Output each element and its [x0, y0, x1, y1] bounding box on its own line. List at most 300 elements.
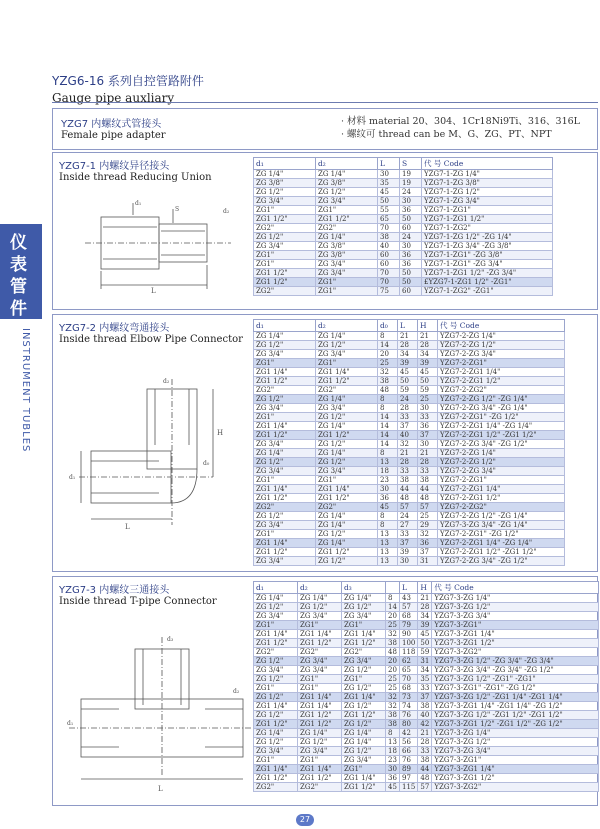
table-row	[254, 422, 565, 431]
col-header: d₀	[378, 320, 398, 332]
table-cell: 8	[378, 332, 398, 341]
table-cell: 37	[418, 693, 432, 702]
table-cell: 45	[418, 368, 438, 377]
table-cell: ZG1 1/2"	[298, 720, 342, 729]
table-cell: ZG2"	[254, 648, 298, 657]
material-notes	[341, 115, 580, 141]
table-cell: 23	[386, 756, 400, 765]
table-cell: YZG7-3-ZG 3/4"	[432, 747, 599, 756]
elbow-connector-table	[253, 319, 565, 566]
table-cell: 60	[378, 260, 400, 269]
table-cell: ZG 3/4"	[254, 521, 316, 530]
table-row	[254, 233, 553, 242]
table-cell: 39	[418, 621, 432, 630]
table-cell: YZG7-2-ZG 3/4" -ZG 1/4"	[438, 404, 565, 413]
table-cell: 40	[378, 242, 400, 251]
svg-text:S: S	[175, 206, 180, 213]
table-cell: ZG 1/4"	[254, 449, 316, 458]
table-cell: ZG2"	[254, 287, 316, 296]
table-cell: 25	[418, 512, 438, 521]
table-cell: ZG 3/4"	[254, 197, 316, 206]
table-cell: 39	[418, 359, 438, 368]
table-cell: 45	[398, 368, 418, 377]
table-cell: 56	[400, 738, 418, 747]
table-cell: YZG7-1-ZG1 1/2" -ZG 3/4"	[422, 269, 553, 278]
table-cell: 32	[386, 630, 400, 639]
table-cell: 21	[418, 449, 438, 458]
table-cell: 33	[418, 747, 432, 756]
table-cell: 14	[386, 603, 400, 612]
table-cell: 24	[398, 395, 418, 404]
table-row	[254, 657, 599, 666]
table-cell: 13	[378, 530, 398, 539]
table-cell: 40	[418, 711, 432, 720]
table-row	[254, 621, 599, 630]
table-cell: 30	[378, 485, 398, 494]
table-cell: ZG 1/4"	[254, 729, 298, 738]
note-material: · 材料 material 20、304、1Cr18Ni9Ti、316、316L	[341, 116, 580, 127]
table-cell: 38	[386, 720, 400, 729]
table-cell: YZG7-2-ZG1"	[438, 476, 565, 485]
svg-text:d₁: d₁	[67, 720, 74, 727]
table-row	[254, 197, 553, 206]
table-cell: 37	[398, 422, 418, 431]
page-number: 27	[296, 814, 314, 826]
col-header: L	[398, 320, 418, 332]
table-cell: 38	[418, 702, 432, 711]
table-row	[254, 251, 553, 260]
table-cell: 21	[418, 332, 438, 341]
table-row	[254, 395, 565, 404]
table-cell: YZG7-1-ZG 1/4"	[422, 170, 553, 179]
table-cell: YZG7-2-ZG 3/4"	[438, 350, 565, 359]
table-cell: ZG1"	[254, 476, 316, 485]
table-cell: ZG1 1/2"	[254, 269, 316, 278]
table-row	[254, 332, 565, 341]
table-cell: YZG7-2-ZG2"	[438, 503, 565, 512]
table-row	[254, 359, 565, 368]
table-cell: 118	[400, 648, 418, 657]
table-cell: YZG7-1-ZG1" -ZG 3/8"	[422, 251, 553, 260]
table-cell: 33	[398, 530, 418, 539]
table-cell: 14	[378, 422, 398, 431]
table-cell: ZG2"	[316, 386, 378, 395]
table-row	[254, 557, 565, 566]
table-cell: 32	[386, 702, 400, 711]
table-cell: 13	[378, 458, 398, 467]
table-cell: 20	[378, 350, 398, 359]
page-title-en: Gauge pipe auxliary	[52, 91, 175, 105]
table-cell: ZG 1/2"	[254, 603, 298, 612]
table-cell: 50	[400, 269, 422, 278]
table-cell: YZG7-2-ZG1"	[438, 359, 565, 368]
svg-text:d₂: d₂	[163, 378, 170, 385]
table-cell: ZG1"	[316, 287, 378, 296]
table-cell: 40	[398, 431, 418, 440]
col-header: 代 号 Code	[422, 158, 553, 170]
table-cell: YZG7-3-ZG1"	[432, 756, 599, 765]
table-cell: ZG1"	[254, 530, 316, 539]
table-cell: 32	[378, 368, 398, 377]
table-cell: 44	[418, 765, 432, 774]
table-cell: 19	[400, 179, 422, 188]
table-cell: ZG1 1/2"	[316, 377, 378, 386]
table-cell: 60	[400, 224, 422, 233]
table-cell: 32	[398, 440, 418, 449]
table-cell: YZG7-3-ZG 3/4" -ZG 1/4"	[438, 521, 565, 530]
table-cell: ZG 3/4"	[316, 467, 378, 476]
table-cell: ZG 3/4"	[316, 269, 378, 278]
table-cell: 43	[400, 594, 418, 603]
reducing-union-panel	[52, 152, 598, 310]
table-row	[254, 594, 599, 603]
table-cell: 35	[378, 179, 400, 188]
table-cell: 28	[418, 341, 438, 350]
table-cell: ZG 3/4"	[298, 666, 342, 675]
reducing-union-drawing	[63, 193, 253, 303]
table-cell: 30	[400, 242, 422, 251]
table-row	[254, 684, 599, 693]
table-cell: YZG7-2-ZG 1/2" -ZG 1/4"	[438, 395, 565, 404]
table-cell: 33	[418, 684, 432, 693]
table-cell: YZG7-1-ZG1"	[422, 206, 553, 215]
table-cell: ZG1 1/4"	[254, 630, 298, 639]
table-cell: 35	[418, 675, 432, 684]
table-cell: ZG1 1/4"	[254, 702, 298, 711]
table-cell: ZG 1/2"	[342, 720, 386, 729]
table-cell: 36	[386, 774, 400, 783]
table-cell: ZG1 1/4"	[316, 485, 378, 494]
table-cell: 24	[400, 188, 422, 197]
table-cell: 68	[400, 684, 418, 693]
table-cell: 59	[418, 386, 438, 395]
col-header: d₂	[298, 582, 342, 594]
table-row	[254, 458, 565, 467]
table-cell: ZG 1/2"	[298, 603, 342, 612]
table-cell: ZG 1/2"	[342, 666, 386, 675]
table-cell: 25	[378, 359, 398, 368]
table-cell: ZG1"	[254, 206, 316, 215]
table-cell: 8	[378, 395, 398, 404]
table-cell: 48	[418, 774, 432, 783]
section-title-cn: YZG7-3 内螺纹三通接头	[59, 585, 170, 596]
table-cell: ZG1 1/4"	[254, 539, 316, 548]
table-cell: 57	[398, 503, 418, 512]
svg-text:d₁: d₁	[69, 474, 76, 481]
table-cell: ZG 1/2"	[316, 188, 378, 197]
table-cell: YZG7-2-ZG1 1/2"	[438, 494, 565, 503]
table-row	[254, 260, 553, 269]
table-row	[254, 521, 565, 530]
table-cell: YZG7-2-ZG 1/2"	[438, 341, 565, 350]
table-cell: ZG1 1/2"	[316, 494, 378, 503]
table-cell: YZG7-1-ZG 3/8"	[422, 179, 553, 188]
table-cell: 33	[418, 413, 438, 422]
table-cell: ZG 1/2"	[254, 233, 316, 242]
table-cell: 70	[378, 278, 400, 287]
table-row	[254, 404, 565, 413]
table-cell: ZG1"	[254, 756, 298, 765]
table-cell: ZG 1/2"	[254, 657, 298, 666]
table-cell: 74	[400, 702, 418, 711]
table-cell: ZG 1/2"	[316, 557, 378, 566]
table-cell: 28	[418, 738, 432, 747]
table-cell: 42	[400, 729, 418, 738]
svg-text:L: L	[158, 785, 163, 793]
table-cell: YZG7-2-ZG1 1/2" -ZG1 1/2"	[438, 431, 565, 440]
table-cell: YZG7-3-ZG1 1/2"	[432, 774, 599, 783]
elbow-connector-rows	[254, 332, 565, 566]
table-cell: 100	[400, 639, 418, 648]
table-cell: ZG1 1/2"	[254, 548, 316, 557]
table-cell: ZG 1/2"	[316, 341, 378, 350]
table-cell: ZG 1/4"	[316, 512, 378, 521]
table-cell: 20	[386, 666, 400, 675]
table-cell: 20	[386, 612, 400, 621]
table-cell: 45	[386, 783, 400, 792]
table-cell: 36	[418, 422, 438, 431]
table-cell: ZG 1/2"	[342, 684, 386, 693]
table-cell: YZG7-3-ZG 1/4"	[432, 594, 599, 603]
table-cell: YZG7-3-ZG2"	[432, 783, 599, 792]
table-cell: 60	[378, 251, 400, 260]
table-cell: ZG1 1/4"	[254, 422, 316, 431]
table-cell: ZG 1/2"	[254, 188, 316, 197]
table-cell: 48	[418, 494, 438, 503]
table-cell: 34	[418, 612, 432, 621]
table-cell: YZG7-3-ZG2"	[432, 648, 599, 657]
table-cell: 48	[386, 648, 400, 657]
table-cell: ZG 3/4"	[254, 666, 298, 675]
table-cell: ZG 1/4"	[316, 449, 378, 458]
table-cell: ZG 3/4"	[298, 657, 342, 666]
table-cell: 76	[400, 711, 418, 720]
table-cell: 32	[386, 693, 400, 702]
table-cell: 38	[378, 377, 398, 386]
table-cell: ZG1"	[316, 476, 378, 485]
tee-connector-panel	[52, 576, 598, 806]
table-cell: 57	[418, 503, 438, 512]
side-char-2: 表	[10, 255, 27, 275]
table-cell: ZG 1/2"	[316, 440, 378, 449]
table-cell: 36	[400, 260, 422, 269]
table-cell: YZG7-2-ZG1 1/4"	[438, 485, 565, 494]
table-cell: YZG7-3-ZG 1/2" -ZG1 1/2" -ZG1 1/2"	[432, 711, 599, 720]
col-header: 代 号 Code	[432, 582, 599, 594]
table-cell: 14	[378, 413, 398, 422]
table-cell: ZG 1/2"	[342, 747, 386, 756]
table-cell: YZG7-3-ZG 1/4"	[432, 729, 599, 738]
table-cell: ZG1"	[298, 675, 342, 684]
table-cell: YZG7-1-ZG 3/4"	[422, 197, 553, 206]
reducing-union-rows	[254, 170, 553, 296]
table-cell: ZG 1/2"	[254, 395, 316, 404]
table-cell: ZG1 1/2"	[342, 639, 386, 648]
table-row	[254, 494, 565, 503]
table-cell: 8	[386, 594, 400, 603]
table-cell: 33	[418, 467, 438, 476]
table-cell: 23	[378, 476, 398, 485]
table-cell: ZG 1/4"	[298, 594, 342, 603]
col-header: H	[418, 320, 438, 332]
table-row	[254, 467, 565, 476]
table-cell: ZG 1/4"	[316, 395, 378, 404]
table-cell: YZG7-1-ZG1" -ZG 3/4"	[422, 260, 553, 269]
table-cell: YZG7-3-ZG1 1/2"	[432, 639, 599, 648]
table-cell: ZG 1/2"	[298, 738, 342, 747]
table-cell: 33	[398, 413, 418, 422]
table-cell: ZG 3/4"	[254, 242, 316, 251]
table-cell: 42	[418, 720, 432, 729]
table-row	[254, 765, 599, 774]
table-cell: ZG 1/2"	[316, 458, 378, 467]
table-cell: YZG7-1-ZG1 1/2"	[422, 215, 553, 224]
table-cell: ZG2"	[254, 503, 316, 512]
table-row	[254, 612, 599, 621]
table-row	[254, 224, 553, 233]
table-cell: 28	[398, 404, 418, 413]
table-cell: ZG 1/2"	[342, 603, 386, 612]
table-cell: YZG7-2-ZG 3/4" -ZG 1/2"	[438, 557, 565, 566]
table-row	[254, 512, 565, 521]
table-cell: YZG7-3-ZG 1/2" -ZG 3/4" -ZG 3/4"	[432, 657, 599, 666]
table-cell: 90	[400, 630, 418, 639]
table-cell: 21	[398, 332, 418, 341]
table-cell: ZG 1/2"	[254, 341, 316, 350]
table-cell: 34	[398, 350, 418, 359]
col-header: d₃	[342, 582, 386, 594]
table-cell: 55	[378, 206, 400, 215]
table-cell: 30	[398, 557, 418, 566]
table-cell: ZG 1/4"	[342, 594, 386, 603]
table-cell: ZG2"	[254, 783, 298, 792]
table-row	[254, 648, 599, 657]
section-title-cn: YZG7-1 内螺纹异径接头	[59, 161, 170, 172]
table-cell: ZG1 1/2"	[298, 711, 342, 720]
table-cell: ZG 3/8"	[254, 179, 316, 188]
table-row	[254, 386, 565, 395]
col-header: d₁	[254, 320, 316, 332]
table-cell: ZG2"	[254, 224, 316, 233]
table-cell: 30	[418, 440, 438, 449]
table-cell: ZG 1/2"	[254, 675, 298, 684]
table-cell: 80	[400, 720, 418, 729]
svg-text:d₁: d₁	[135, 200, 142, 207]
table-row	[254, 188, 553, 197]
table-cell: ZG1"	[298, 684, 342, 693]
table-cell: 50	[418, 639, 432, 648]
table-cell: ZG1 1/4"	[316, 368, 378, 377]
tee-connector-drawing	[63, 629, 253, 799]
table-cell: 50	[400, 278, 422, 287]
elbow-connector-panel	[52, 314, 598, 572]
table-cell: ZG 3/4"	[254, 467, 316, 476]
table-cell: 68	[400, 612, 418, 621]
col-header	[386, 582, 400, 594]
table-cell: 38	[398, 476, 418, 485]
table-cell: ZG1 1/2"	[254, 278, 316, 287]
table-cell: ZG 3/4"	[298, 612, 342, 621]
table-row	[254, 693, 599, 702]
table-row	[254, 413, 565, 422]
table-cell: 31	[418, 557, 438, 566]
table-cell: ZG 3/4"	[316, 404, 378, 413]
table-cell: 34	[418, 350, 438, 359]
table-cell: ZG 3/4"	[342, 612, 386, 621]
table-row	[254, 278, 553, 287]
table-row	[254, 675, 599, 684]
table-cell: 8	[378, 512, 398, 521]
table-cell: 115	[400, 783, 418, 792]
table-row	[254, 738, 599, 747]
table-row	[254, 440, 565, 449]
table-cell: 65	[378, 215, 400, 224]
table-cell: 57	[418, 783, 432, 792]
intro-title-en: Female pipe adapter	[61, 130, 166, 141]
table-cell: ZG 1/2"	[342, 702, 386, 711]
table-cell: ZG 1/4"	[342, 738, 386, 747]
table-cell: 31	[418, 657, 432, 666]
table-cell: ZG 1/4"	[342, 729, 386, 738]
table-cell: YZG7-2-ZG 1/2" -ZG 1/4"	[438, 512, 565, 521]
page-title-cn: YZG6-16 系列自控管路附件	[52, 74, 204, 88]
table-cell: YZG7-2-ZG 1/4"	[438, 332, 565, 341]
table-cell: 25	[386, 621, 400, 630]
table-cell: ZG1"	[254, 260, 316, 269]
svg-text:L: L	[151, 287, 156, 295]
table-cell: 24	[398, 512, 418, 521]
table-cell: YZG7-3-ZG 1/2" -ZG1 1/4" -ZG1 1/4"	[432, 693, 599, 702]
table-cell: 29	[418, 521, 438, 530]
table-cell: ZG1"	[254, 621, 298, 630]
table-cell: ZG1 1/4"	[254, 485, 316, 494]
table-cell: YZG7-1-ZG2" -ZG1"	[422, 287, 553, 296]
table-cell: YZG7-2-ZG1 1/2"	[438, 377, 565, 386]
table-cell: ZG 1/4"	[254, 170, 316, 179]
table-cell: 65	[400, 666, 418, 675]
table-cell: ZG 1/4"	[316, 233, 378, 242]
table-cell: 14	[378, 431, 398, 440]
table-cell: ZG 3/4"	[254, 440, 316, 449]
table-header-row	[254, 158, 553, 170]
table-cell: YZG7-3-ZG1 1/4"	[432, 630, 599, 639]
table-cell: 13	[378, 557, 398, 566]
tee-connector-table	[253, 581, 599, 792]
table-cell: ZG 3/4"	[254, 612, 298, 621]
table-cell: ZG1"	[316, 278, 378, 287]
col-header: L	[378, 158, 400, 170]
table-cell: 32	[418, 530, 438, 539]
table-cell: YZG7-3-ZG1"	[432, 621, 599, 630]
table-cell: YZG7-1-ZG 1/2"	[422, 188, 553, 197]
table-cell: 37	[398, 539, 418, 548]
table-cell: YZG7-3-ZG1 1/4"	[432, 765, 599, 774]
table-cell: ZG 3/4"	[316, 350, 378, 359]
note-thread: · 螺纹可 thread can be M、G、ZG、PT、NPT	[341, 129, 552, 140]
col-header: L	[400, 582, 418, 594]
table-cell: ZG 1/4"	[316, 521, 378, 530]
table-cell: 89	[400, 765, 418, 774]
table-cell: ZG1 1/4"	[342, 693, 386, 702]
table-cell: 62	[400, 657, 418, 666]
table-row	[254, 206, 553, 215]
table-cell: ZG1 1/2"	[342, 711, 386, 720]
table-row	[254, 729, 599, 738]
svg-text:L: L	[125, 523, 130, 531]
table-cell: 39	[398, 359, 418, 368]
col-header: S	[400, 158, 422, 170]
table-cell: ZG 1/2"	[316, 413, 378, 422]
